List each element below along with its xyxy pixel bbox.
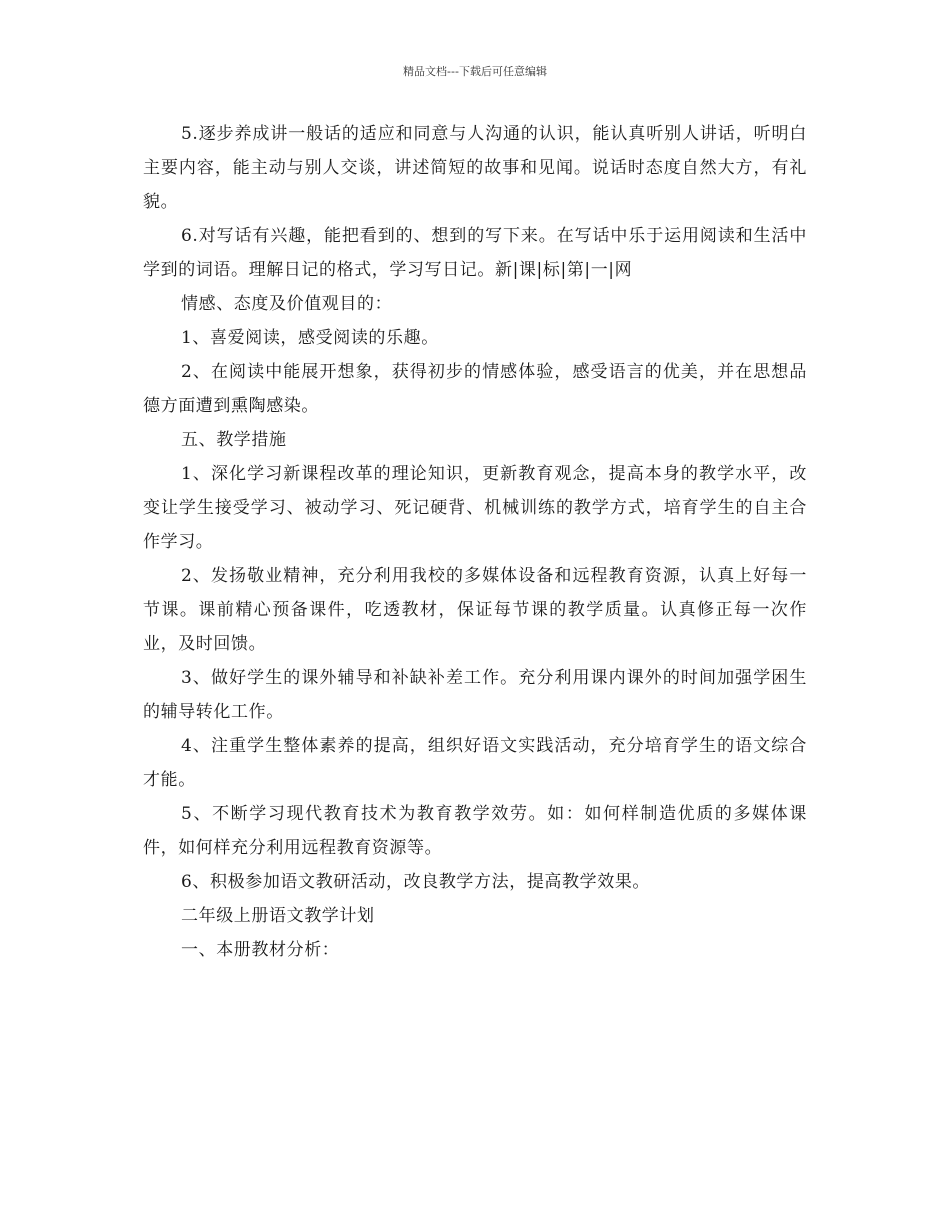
paragraph-measure-5: 5、不断学习现代教育技术为教育教学效劳。如：如何样制造优质的多媒体课件，如何样充分利用远程教育资源等。 bbox=[143, 804, 807, 858]
section-heading-textbook-analysis: 一、本册教材分析： bbox=[181, 940, 340, 960]
section-heading-emotion-goals: 情感、态度及价值观目的： bbox=[181, 294, 393, 314]
paragraph-measure-1: 1、深化学习新课程改革的理论知识，更新教育观念，提高本身的教学水平，改变让学生接受学习、被动学习、死记硬背、机械训练的教学方式，培育学生的自主合作学习。 bbox=[143, 464, 807, 552]
paragraph-measure-3: 3、做好学生的课外辅导和补缺补差工作。充分利用课内课外的时间加强学困生的辅导转化工作。 bbox=[143, 668, 807, 722]
page-header: 精品文档---下载后可任意编辑 bbox=[403, 65, 547, 78]
paragraph-measure-6: 6、积极参加语文教研活动，改良教学方法，提高教学效果。 bbox=[181, 872, 651, 892]
paragraph-measure-2: 2、发扬敬业精神，充分利用我校的多媒体设备和远程教育资源，认真上好每一节课。课前精心预备课件，吃透教材，保证每节课的教学质量。认真修正每一次作业，及时回馈。 bbox=[143, 566, 807, 654]
paragraph-emotion-goal-1: 1、喜爱阅读，感受阅读的乐趣。 bbox=[181, 328, 439, 348]
paragraph-goal-6-writing: 6.对写话有兴趣，能把看到的、想到的写下来。在写话中乐于运用阅读和生活中学到的词语。理解日记的格式，学习写日记。新|课|标|第|一|网 bbox=[143, 226, 807, 280]
paragraph-emotion-goal-2: 2、在阅读中能展开想象，获得初步的情感体验，感受语言的优美，并在思想品德方面遭到熏陶感染。 bbox=[143, 362, 807, 416]
paragraph-goal-5-speaking: 5.逐步养成讲一般话的适应和同意与人沟通的认识，能认真听别人讲话，听明白主要内容，能主动与别人交谈，讲述简短的故事和见闻。说话时态度自然大方，有礼貌。 bbox=[143, 124, 807, 212]
section-heading-teaching-measures: 五、教学措施 bbox=[181, 430, 287, 450]
document-body bbox=[143, 117, 807, 967]
paragraph-measure-4: 4、注重学生整体素养的提高，组织好语文实践活动，充分培育学生的语文综合才能。 bbox=[143, 736, 807, 790]
section-title-grade2-plan: 二年级上册语文教学计划 bbox=[181, 906, 375, 926]
